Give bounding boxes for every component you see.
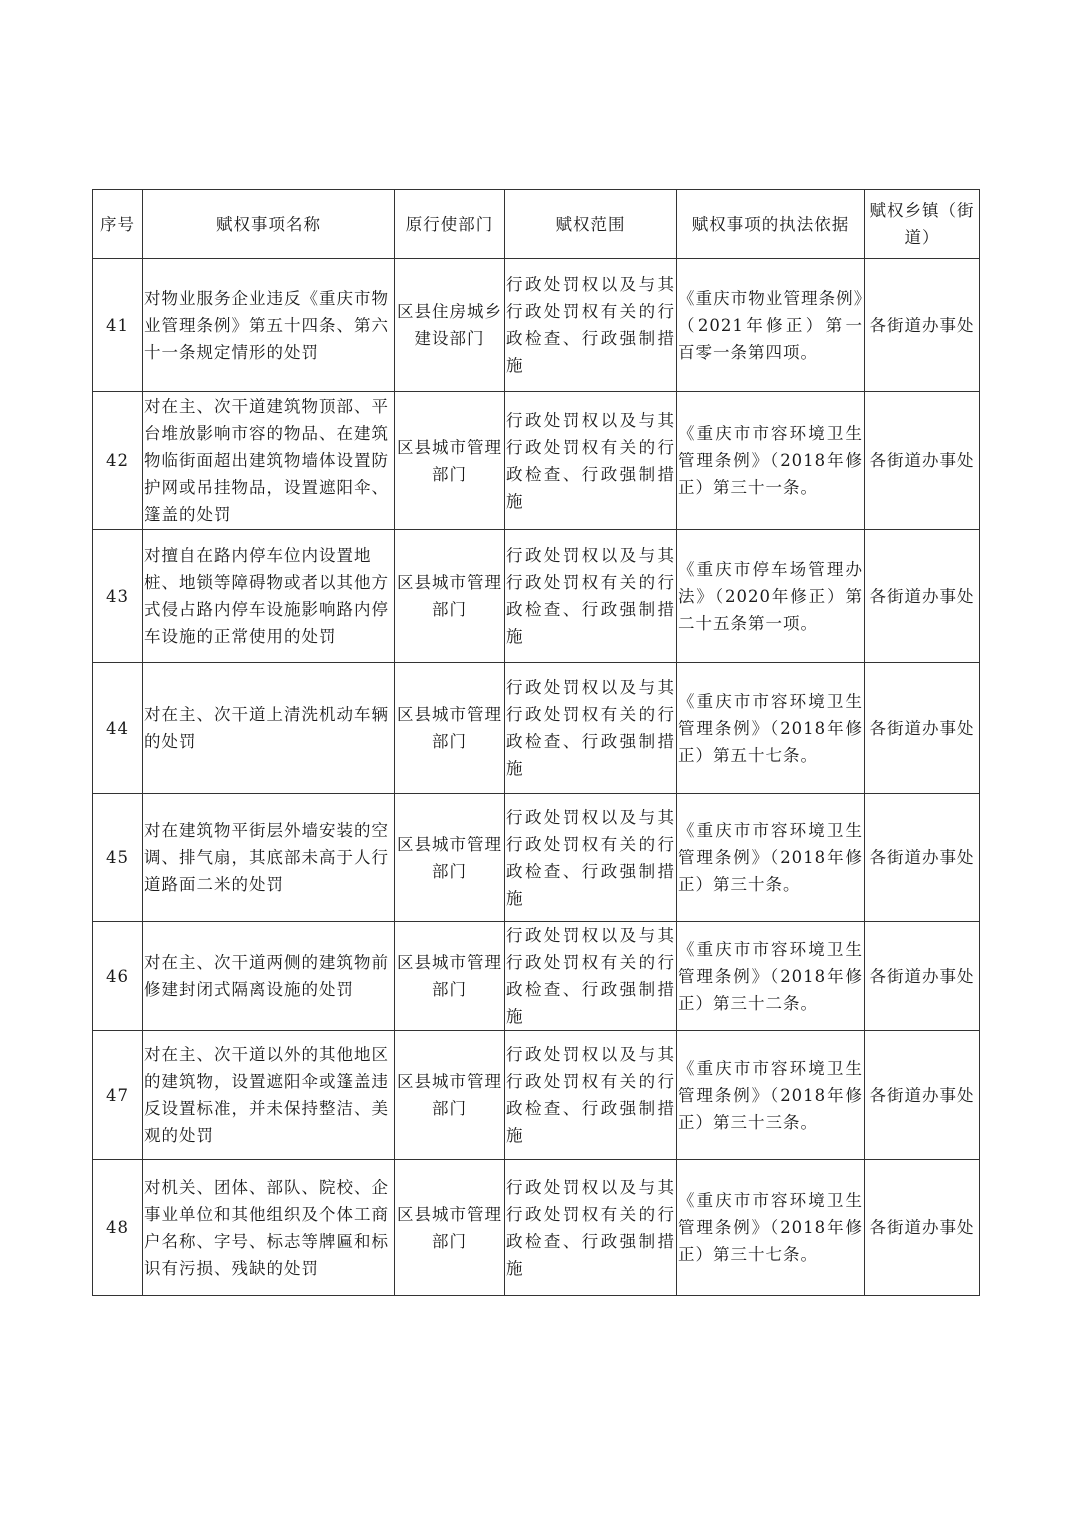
header-name: 赋权事项名称 xyxy=(143,190,395,259)
row-town: 各街道办事处 xyxy=(865,530,980,663)
row-dept: 区县城市管理部门 xyxy=(395,530,505,663)
row-scope: 行政处罚权以及与其行政处罚权有关的行政检查、行政强制措施 xyxy=(505,663,677,794)
row-scope: 行政处罚权以及与其行政处罚权有关的行政检查、行政强制措施 xyxy=(505,530,677,663)
header-dept: 原行使部门 xyxy=(395,190,505,259)
row-no: 47 xyxy=(93,1031,143,1160)
row-no: 44 xyxy=(93,663,143,794)
header-basis: 赋权事项的执法依据 xyxy=(677,190,865,259)
row-basis: 《重庆市市容环境卫生管理条例》（2018年修正）第三十三条。 xyxy=(677,1031,865,1160)
table-header xyxy=(93,190,980,259)
empowerment-table xyxy=(92,189,980,1296)
row-name: 对擅自在路内停车位内设置地桩、地锁等障碍物或者以其他方式侵占路内停车设施影响路内停车设施的正常使用的处罚 xyxy=(143,530,395,663)
table-row xyxy=(93,663,980,794)
row-town: 各街道办事处 xyxy=(865,1160,980,1296)
table-row xyxy=(93,1031,980,1160)
row-town: 各街道办事处 xyxy=(865,794,980,922)
row-name: 对在主、次干道两侧的建筑物前修建封闭式隔离设施的处罚 xyxy=(143,922,395,1031)
row-dept: 区县城市管理部门 xyxy=(395,1160,505,1296)
row-basis: 《重庆市市容环境卫生管理条例》（2018年修正）第三十条。 xyxy=(677,794,865,922)
table-row xyxy=(93,922,980,1031)
table-row xyxy=(93,392,980,530)
row-scope: 行政处罚权以及与其行政处罚权有关的行政检查、行政强制措施 xyxy=(505,1031,677,1160)
row-basis: 《重庆市市容环境卫生管理条例》（2018年修正）第三十一条。 xyxy=(677,392,865,530)
row-dept: 区县城市管理部门 xyxy=(395,663,505,794)
header-town: 赋权乡镇（街道） xyxy=(865,190,980,259)
row-dept: 区县城市管理部门 xyxy=(395,794,505,922)
row-basis: 《重庆市物业管理条例》（2021年修正）第一百零一条第四项。 xyxy=(677,259,865,392)
row-no: 41 xyxy=(93,259,143,392)
row-name: 对物业服务企业违反《重庆市物业管理条例》第五十四条、第六十一条规定情形的处罚 xyxy=(143,259,395,392)
row-basis: 《重庆市市容环境卫生管理条例》（2018年修正）第三十七条。 xyxy=(677,1160,865,1296)
row-basis: 《重庆市市容环境卫生管理条例》（2018年修正）第三十二条。 xyxy=(677,922,865,1031)
row-scope: 行政处罚权以及与其行政处罚权有关的行政检查、行政强制措施 xyxy=(505,794,677,922)
row-name: 对在主、次干道建筑物顶部、平台堆放影响市容的物品、在建筑物临街面超出建筑物墙体设置防护网或吊挂物品，设置遮阳伞、篷盖的处罚 xyxy=(143,392,395,530)
row-no: 43 xyxy=(93,530,143,663)
row-dept: 区县城市管理部门 xyxy=(395,1031,505,1160)
header-scope: 赋权范围 xyxy=(505,190,677,259)
row-scope: 行政处罚权以及与其行政处罚权有关的行政检查、行政强制措施 xyxy=(505,392,677,530)
table-row xyxy=(93,1160,980,1296)
header-no: 序号 xyxy=(93,190,143,259)
header-row xyxy=(93,190,980,259)
row-name: 对在建筑物平街层外墙安装的空调、排气扇，其底部未高于人行道路面二米的处罚 xyxy=(143,794,395,922)
row-no: 45 xyxy=(93,794,143,922)
table-row xyxy=(93,530,980,663)
row-no: 48 xyxy=(93,1160,143,1296)
row-no: 42 xyxy=(93,392,143,530)
table-row xyxy=(93,794,980,922)
table-body xyxy=(93,259,980,1296)
row-town: 各街道办事处 xyxy=(865,663,980,794)
row-no: 46 xyxy=(93,922,143,1031)
row-scope: 行政处罚权以及与其行政处罚权有关的行政检查、行政强制措施 xyxy=(505,259,677,392)
row-dept: 区县城市管理部门 xyxy=(395,392,505,530)
table-row xyxy=(93,259,980,392)
row-town: 各街道办事处 xyxy=(865,922,980,1031)
row-basis: 《重庆市停车场管理办法》（2020年修正）第二十五条第一项。 xyxy=(677,530,865,663)
row-dept: 区县住房城乡建设部门 xyxy=(395,259,505,392)
row-name: 对在主、次干道以外的其他地区的建筑物，设置遮阳伞或篷盖违反设置标准，并未保持整洁、美观的处罚 xyxy=(143,1031,395,1160)
row-name: 对在主、次干道上清洗机动车辆的处罚 xyxy=(143,663,395,794)
row-dept: 区县城市管理部门 xyxy=(395,922,505,1031)
row-basis: 《重庆市市容环境卫生管理条例》（2018年修正）第五十七条。 xyxy=(677,663,865,794)
row-scope: 行政处罚权以及与其行政处罚权有关的行政检查、行政强制措施 xyxy=(505,922,677,1031)
row-town: 各街道办事处 xyxy=(865,1031,980,1160)
row-town: 各街道办事处 xyxy=(865,259,980,392)
row-town: 各街道办事处 xyxy=(865,392,980,530)
row-scope: 行政处罚权以及与其行政处罚权有关的行政检查、行政强制措施 xyxy=(505,1160,677,1296)
row-name: 对机关、团体、部队、院校、企事业单位和其他组织及个体工商户名称、字号、标志等牌匾和标识有污损、残缺的处罚 xyxy=(143,1160,395,1296)
